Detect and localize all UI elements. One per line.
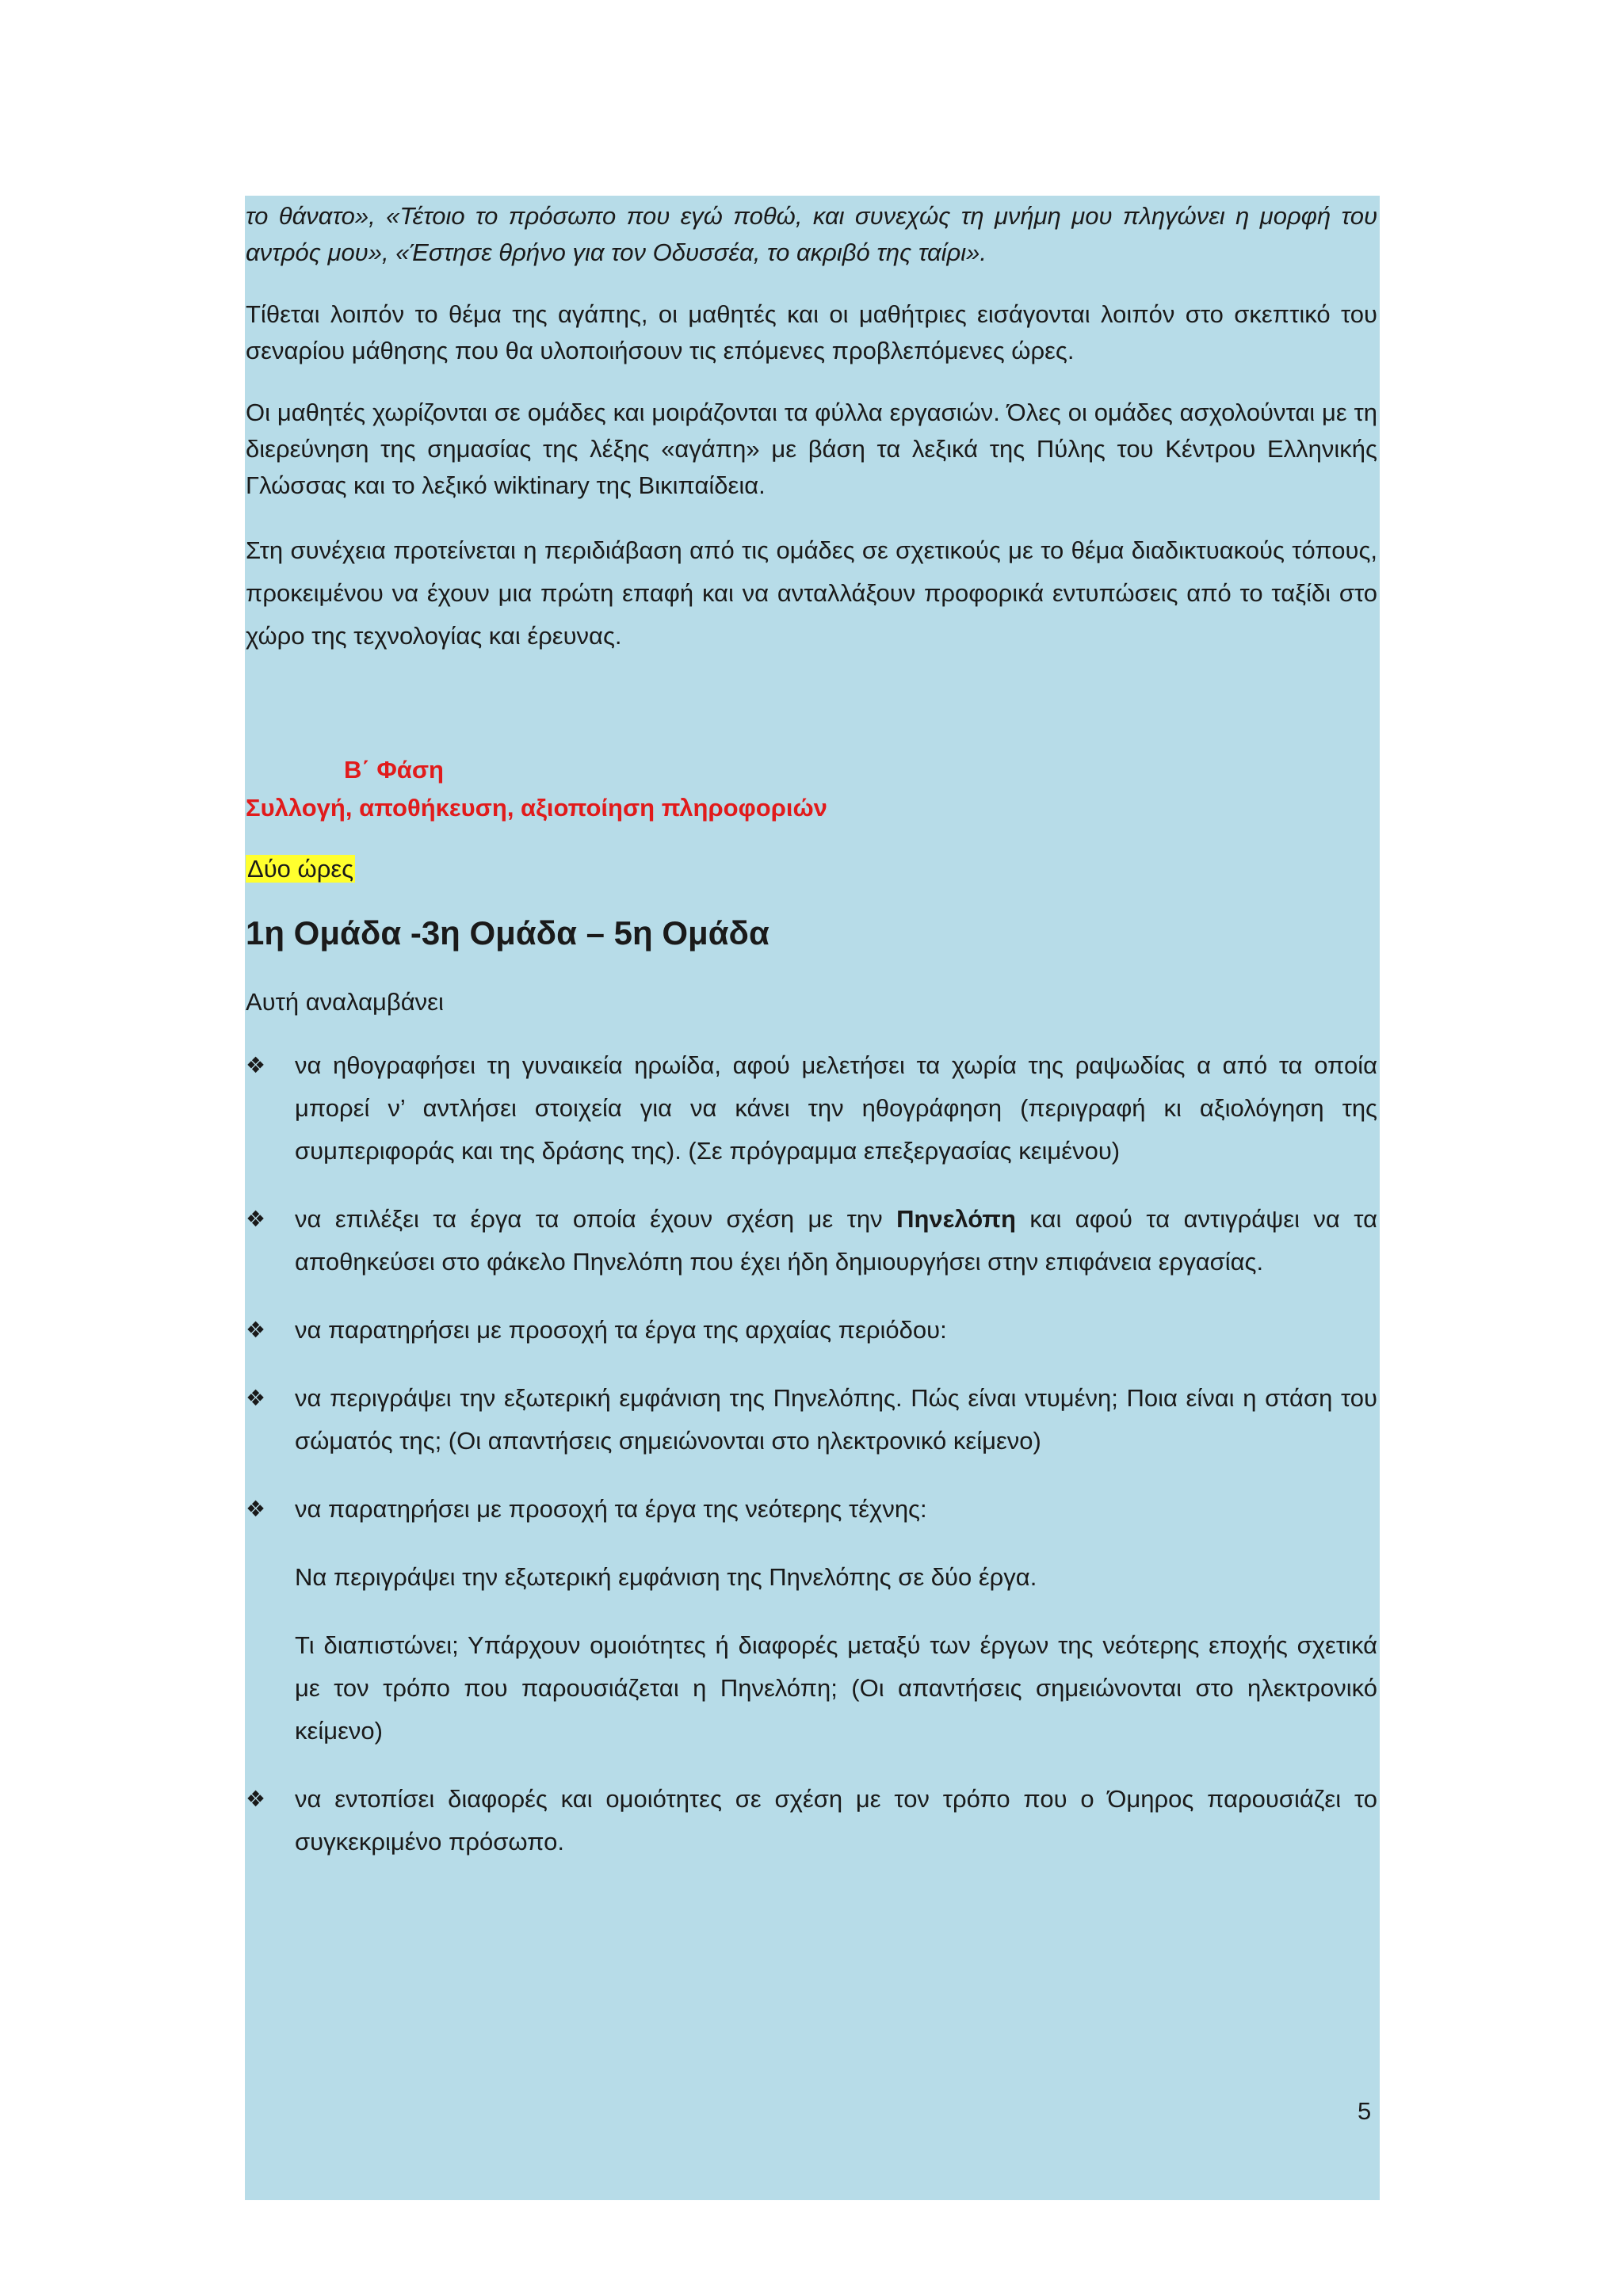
task-item	[246, 1309, 1377, 1352]
task-text: και αφού τα αντιγράψει να τα αποθηκεύσει στο φάκελο Πηνελόπη που έχει ήδη δημιουργήσει στην επιφάνεια εργασίας.	[295, 1205, 1378, 1276]
diamond-bullet-icon: ❖	[246, 1386, 266, 1410]
phase-title: Β΄ Φάση	[344, 756, 444, 784]
task-text: να εντοπίσει διαφορές και ομοιότητες σε σχέση με τον τρόπο που ο Όμηρος παρουσιάζει το συγκεκριμένο πρόσωπο.	[295, 1785, 1377, 1855]
task-text: να επιλέξει τα έργα τα οποία έχουν σχέση με την	[295, 1205, 897, 1233]
paragraph-browsing: Στη συνέχεια προτείνεται η περιδιάβαση από τις ομάδες σε σχετικούς με το θέμα διαδικτυακούς τόπους, προκειμένου να έχουν μια πρώτη επαφή και να ανταλλάξουν προφορικά εντυπώσεις από το ταξίδι στο χώρο της τεχνολογίας και έρευνας.	[246, 536, 1377, 650]
task-item	[246, 1488, 1377, 1531]
page-number: 5	[1358, 2097, 1372, 2125]
task-item	[246, 1778, 1377, 1863]
duration-line	[246, 851, 1377, 887]
duration-highlight: Δύο ώρες	[247, 855, 354, 883]
task-text: να παρατηρήσει με προσοχή τα έργα της αρχαίας περιόδου:	[295, 1316, 947, 1344]
intro-text: Αυτή αναλαμβάνει	[246, 988, 444, 1016]
diamond-bullet-icon: ❖	[246, 1318, 266, 1342]
phase-heading-block	[246, 751, 1377, 827]
diamond-bullet-icon: ❖	[246, 1787, 266, 1811]
task-subparagraph: Να περιγράψει την εξωτερική εμφάνιση της Πηνελόπης σε δύο έργα.	[295, 1563, 1037, 1591]
task-item	[246, 1198, 1377, 1283]
task-text: να ηθογραφήσει τη γυναικεία ηρωίδα, αφού μελετήσει τα χωρία της ραψωδίας α από τα οποία μπορεί ν’ αντλήσει στοιχεία για να κάνει την ηθογράφηση (περιγραφή κι αξιολόγηση της συμπεριφοράς και της δράσης της). (Σε πρόγραμμα επεξεργασίας κειμένου)	[295, 1051, 1377, 1165]
quote-paragraph: το θάνατο», «Τέτοιο το πρόσωπο που εγώ ποθώ, και συνεχώς τη μνήμη μου πληγώνει η μορφή του αντρός μου», «Έστησε θρήνο για τον Οδυσσέα, το ακριβό της ταίρι».	[246, 202, 1377, 266]
task-list-continued	[246, 1778, 1377, 1863]
task-list	[246, 1044, 1377, 1531]
diamond-bullet-icon: ❖	[246, 1207, 266, 1231]
diamond-bullet-icon: ❖	[246, 1497, 266, 1521]
task-bold-name: Πηνελόπη	[896, 1205, 1016, 1233]
phase-subtitle: Συλλογή, αποθήκευση, αξιοποίηση πληροφοριών	[246, 794, 827, 822]
paragraph-love-theme: Τίθεται λοιπόν το θέμα της αγάπης, οι μαθητές και οι μαθήτριες εισάγονται λοιπόν στο σκεπτικό του σεναρίου μάθησης που θα υλοποιήσουν τις επόμενες προβλεπόμενες ώρες.	[246, 300, 1377, 364]
diamond-bullet-icon: ❖	[246, 1053, 266, 1077]
task-subparagraph: Τι διαπιστώνει; Υπάρχουν ομοιότητες ή διαφορές μεταξύ των έργων της νεότερης εποχής σχετικά με τον τρόπο που παρουσιάζεται η Πηνελόπη; (Οι απαντήσεις σημειώνονται στο ηλεκτρονικό κείμενο)	[295, 1631, 1377, 1745]
task-item	[246, 1044, 1377, 1173]
paragraph-groups: Οι μαθητές χωρίζονται σε ομάδες και μοιράζονται τα φύλλα εργασιών. Όλες οι ομάδες ασχολούνται με τη διερεύνηση της σημασίας της λέξης «αγάπη» με βάση τα λεξικά της Πύλης του Κέντρου Ελληνικής Γλώσσας και το λεξικό wiktinary της Βικιπαίδεια.	[246, 399, 1377, 499]
task-item	[246, 1377, 1377, 1463]
task-text: να παρατηρήσει με προσοχή τα έργα της νεότερης τέχνης:	[295, 1495, 927, 1523]
group-heading: 1η Ομάδα -3η Ομάδα – 5η Ομάδα	[246, 914, 769, 952]
document-body	[246, 198, 1377, 1889]
task-text: να περιγράψει την εξωτερική εμφάνιση της Πηνελόπης. Πώς είναι ντυμένη; Ποια είναι η στάση του σώματός της; (Οι απαντήσεις σημειώνονται στο ηλεκτρονικό κείμενο)	[295, 1384, 1377, 1455]
